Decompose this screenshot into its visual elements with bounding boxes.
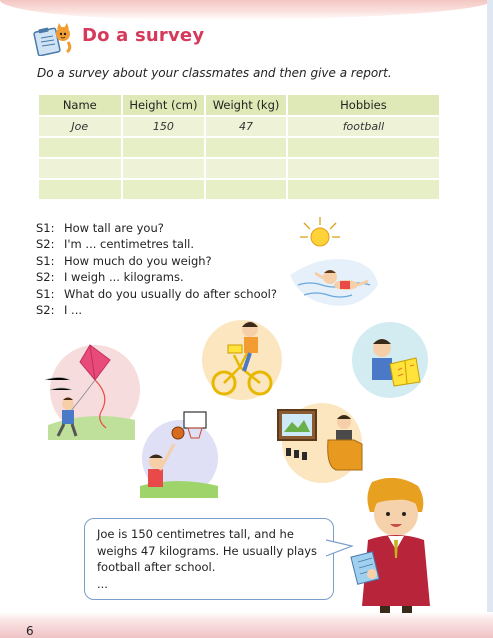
speaker-label: S1: [36,286,55,301]
table-cell[interactable] [288,180,439,199]
boy-reporter-illustration [350,478,442,613]
speaker-label: S2: [36,237,55,252]
speaker-label: S2: [36,270,55,285]
table-cell[interactable] [288,159,439,178]
table-row [39,117,439,136]
table-cell[interactable] [123,180,205,199]
dialogue-text: I ... [64,303,83,318]
dialogue-line [36,236,277,252]
table-cell[interactable] [123,159,205,178]
dialogue-block [36,220,277,318]
table-cell: football [288,117,439,136]
cycling-illustration [200,315,285,405]
table-row [39,138,439,157]
table-cell[interactable] [39,180,121,199]
survey-table [37,93,441,201]
section-title: Do a survey [82,25,205,46]
page-number: 6 [26,624,34,638]
speaker-label: S1: [36,221,55,235]
table-cell[interactable] [39,159,121,178]
speaker-label: S1: [36,253,55,268]
speaker-label: S2: [36,303,55,318]
top-decorative-band [0,0,493,20]
table-header: Height (cm) [123,95,205,115]
dialogue-line [36,220,277,236]
page-edge [487,0,493,638]
table-cell[interactable] [206,138,286,157]
report-ellipsis: ... [97,576,108,591]
dialogue-text: I weigh ... kilograms. [64,270,184,285]
table-header-row [39,95,439,115]
watching-tv-illustration [272,400,368,486]
table-cell[interactable] [206,159,286,178]
table-cell[interactable] [123,138,205,157]
swimming-illustration [290,215,380,320]
dialogue-text: I'm ... centimetres tall. [64,237,195,252]
dialogue-line [36,286,277,302]
table-cell[interactable] [288,138,439,157]
table-cell: 150 [123,117,205,136]
table-cell[interactable] [39,138,121,157]
table-row [39,159,439,178]
dialogue-text: What do you usually do after school? [64,286,277,301]
table-cell: 47 [206,117,286,136]
reading-illustration [350,320,432,402]
dialogue-line [36,269,277,285]
dialogue-text: How tall are you? [64,221,164,235]
clipboard-cat-icon [33,22,73,56]
report-sentence: Joe is 150 centimetres tall, and he weighs 47 kilograms. He usually plays football after school. [97,527,318,574]
table-row [39,180,439,199]
dialogue-line [36,253,277,269]
kite-flying-illustration [40,340,140,445]
dialogue-text: How much do you weigh? [64,253,212,268]
table-header: Weight (kg) [206,95,286,115]
table-header: Hobbies [288,95,439,115]
instruction-text: Do a survey about your classmates and then give a report. [37,66,392,80]
bottom-decorative-band [0,612,493,638]
table-header: Name [39,95,121,115]
basketball-illustration [132,410,222,500]
table-cell[interactable] [206,180,286,199]
report-text [97,526,325,592]
table-cell: Joe [39,117,121,136]
